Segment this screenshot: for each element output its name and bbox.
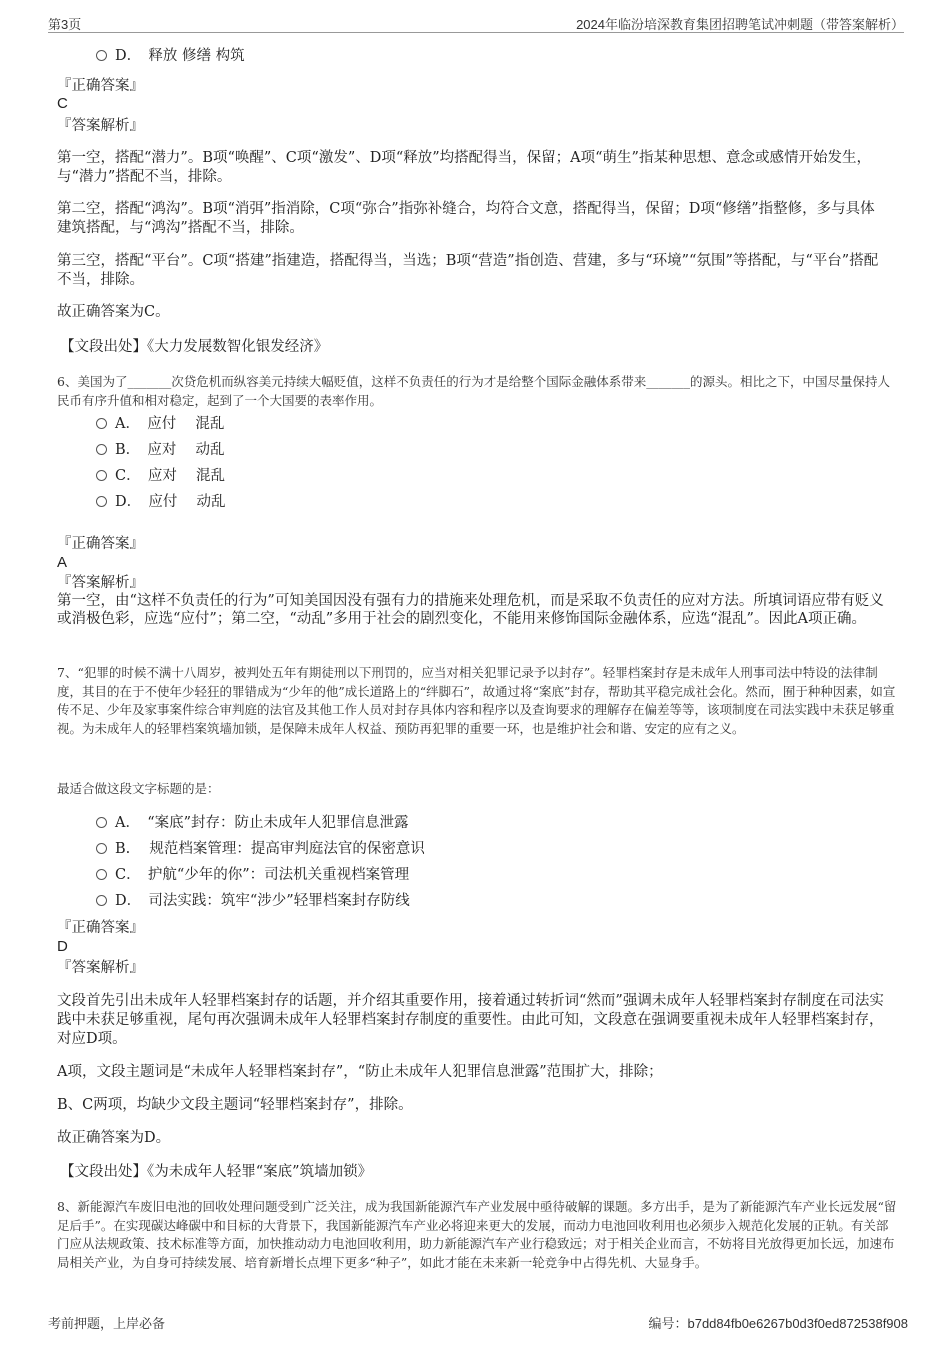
radio-icon[interactable] [96,895,107,906]
option-label: C． 应对 混乱 [115,468,225,484]
page-footer [48,1313,908,1333]
option-label: B． 应对 动乱 [115,442,225,458]
q7-conclusion: 故正确答案为D。 [57,1130,171,1146]
radio-icon[interactable] [96,444,107,455]
page-number: 第3页 [48,17,82,32]
q7-option-a[interactable] [96,813,409,833]
radio-icon[interactable] [96,470,107,481]
q6-option-a[interactable] [96,414,224,434]
q7-analysis-paragraph: 文段首先引出未成年人轻罪档案封存的话题，并介绍其重要作用，接着通过转折词“然而”强调未成年人轻罪档案封存制度在司法实践中未获足够重视，尾句再次强调未成年人轻罪档案封存制度的重要性。由此可知，文段意在强调要重视未成年人轻罪档案封存，对应D项。 [57,993,884,1047]
radio-icon[interactable] [96,843,107,854]
radio-icon[interactable] [96,418,107,429]
footer-slogan: 考前押题，上岸必备 [48,1316,166,1331]
q6-answer-label: 『正确答案』 [57,536,144,552]
q7-analysis-label: 『答案解析』 [57,960,144,976]
page-header [48,12,904,33]
q7-option-c[interactable] [96,865,409,885]
document-title: 2024年临汾培深教育集团招聘笔试冲刺题（带答案解析） [576,17,904,32]
q7-answer: D [57,938,68,955]
q5-analysis-paragraph: 第三空，搭配“平台”。C项“搭建”指建造，搭配得当，当选；B项“营造”指创造、营建，多与“环境”“氛围”等搭配，与“平台”搭配不当，排除。 [57,253,879,288]
option-label: D． 司法实践：筑牢“涉少”轻罪档案封存防线 [115,893,410,909]
document-id: 编号：b7dd84fb0e6267b0d3f0ed872538f908 [648,1316,908,1331]
q5-conclusion: 故正确答案为C。 [57,304,170,320]
option-label: C． 护航“少年的你”：司法机关重视档案管理 [115,867,410,883]
q6-analysis-label: 『答案解析』 [57,575,144,591]
q8-question: 8、新能源汽车废旧电池的回收处理问题受到广泛关注，成为我国新能源汽车产业发展中亟待破解的课题。多方出手，是为了新能源汽车产业长远发展“留足后手”。在实现碳达峰碳中和目标的大背景下，我国新能源汽车产业必将迎来更大的发展，而动力电池回收利用也必须步入规范化发展的正轨。有关部门应从法规政策、技术标准等方面，加快推动动力电池回收利用，助力新能源汽车产业行稳致远；对于相关企业而言，不妨将目光放得更加长远，加速布局相关产业，为自身可持续发展、培育新增长点埋下更多“种子”，如此才能在未来新一轮竞争中占得先机、大显身手。 [57,1199,897,1270]
q7-analysis-paragraph: A项，文段主题词是“未成年人轻罪档案封存”，“防止未成年人犯罪信息泄露”范围扩大，排除； [57,1064,663,1080]
q7-answer-label: 『正确答案』 [57,920,144,936]
q5-analysis-paragraph: 第二空，搭配“鸿沟”。B项“消弭”指消除，C项“弥合”指弥补缝合，均符合文意，搭配得当，保留；D项“修缮”指整修，多与具体建筑搭配，与“鸿沟”搭配不当，排除。 [57,201,875,236]
q5-analysis-paragraph: 第一空，搭配“潜力”。B项“唤醒”、C项“激发”、D项“释放”均搭配得当，保留；A项“萌生”指某种思想、意念或感情开始发生，与“潜力”搭配不当，排除。 [57,150,871,185]
radio-icon[interactable] [96,869,107,880]
q5-source: 【文段出处】《大力发展数智化银发经济》 [60,339,329,355]
q6-option-d[interactable] [96,492,225,512]
q7-source: 【文段出处】《为未成年人轻罪“案底”筑墙加锁》 [60,1164,373,1180]
q5-option-d[interactable] [96,46,245,66]
q6-answer: A [57,554,68,571]
q7-option-b[interactable] [96,839,425,859]
q7-question: 7、“犯罪的时候不满十八周岁，被判处五年有期徒刑以下刑罚的，应当对相关犯罪记录予以封存”。轻罪档案封存是未成年人刑事司法中特设的法律制度，其目的在于不使年少轻狂的罪错成为“少年的他”成长道路上的“绊脚石”，故通过将“案底”封存，帮助其平稳完成社会化。然而，囿于种种因素，如宣传不足、少年及家事案件综合审判庭的法官及其他工作人员对封存具体内容和程序以及查询要求的理解存在偏差等等，该项制度在司法实践中未获足够重视。为未成年人的轻罪档案筑墙加锁，是保障未成年人权益、预防再犯罪的重要一环，也是维护社会和谐、安定的应有之义。 [57,665,896,736]
q7-analysis-paragraph: B、C两项，均缺少文段主题词“轻罪档案封存”，排除。 [57,1097,413,1113]
q6-question: 6、美国为了_______次贷危机而纵容美元持续大幅贬值，这样不负责任的行为才是给整个国际金融体系带来_______的源头。相比之下，中国尽量保持人民币有序升值和相对稳定，起到了一个大国要的表率作用。 [57,374,890,408]
radio-icon[interactable] [96,50,107,61]
q6-option-b[interactable] [96,440,225,460]
radio-icon[interactable] [96,496,107,507]
option-label: B. 规范档案管理：提高审判庭法官的保密意识 [115,841,425,857]
q7-option-d[interactable] [96,891,410,911]
q5-answer-label: 『正确答案』 [57,78,144,94]
option-label: A． 应付 混乱 [115,416,225,432]
option-label: D． 释放 修缮 构筑 [115,48,245,64]
option-label: A． “案底”封存：防止未成年人犯罪信息泄露 [115,815,409,831]
q5-analysis-label: 『答案解析』 [57,118,144,134]
q7-prompt: 最适合做这段文字标题的是： [57,781,220,796]
option-label: D． 应付 动乱 [115,494,226,510]
radio-icon[interactable] [96,817,107,828]
q5-answer: C [57,95,68,112]
q6-analysis: 第一空，由“这样不负责任的行为”可知美国因没有强有力的措施来处理危机，而是采取不负责任的应对方法。所填词语应带有贬义或消极色彩，应选“应付”；第二空，“动乱”多用于社会的剧烈变化，不能用来修饰国际金融体系，应选“混乱”。因此A项正确。 [57,593,884,627]
q6-option-c[interactable] [96,466,225,486]
